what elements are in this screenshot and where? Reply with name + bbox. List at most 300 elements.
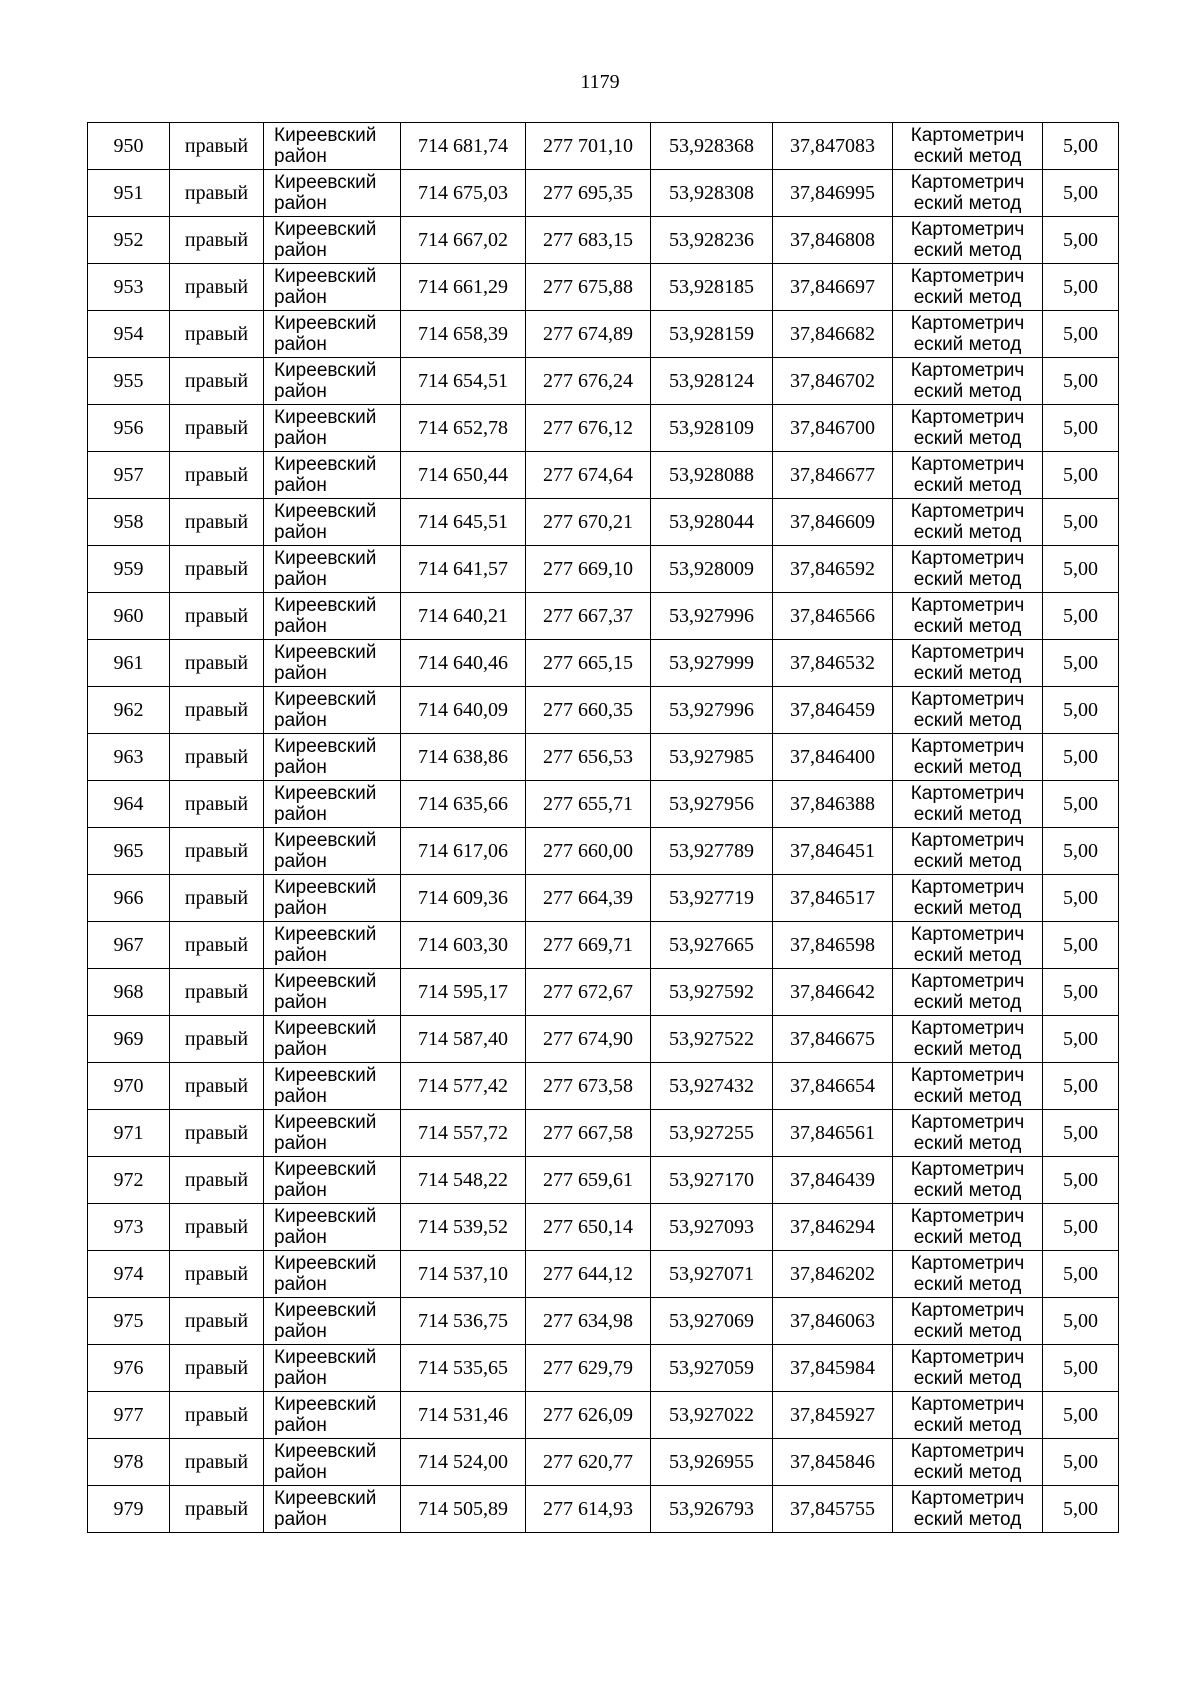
point-number-cell: 952 <box>88 217 170 264</box>
district-cell-line: Киреевский <box>274 1441 377 1462</box>
y-coordinate-cell: 277 660,35 <box>526 687 651 734</box>
method-cell <box>893 1345 1043 1392</box>
method-cell-line: еский метод <box>913 663 1022 684</box>
district-cell-line: район <box>274 569 327 590</box>
x-coordinate-cell: 714 650,44 <box>401 452 526 499</box>
district-cell-line: Киреевский <box>274 689 377 710</box>
method-cell <box>893 1486 1043 1533</box>
method-cell-line: еский метод <box>913 1274 1022 1295</box>
x-coordinate-cell: 714 640,09 <box>401 687 526 734</box>
method-cell-line: еский метод <box>913 757 1022 778</box>
side-cell: правый <box>170 264 264 311</box>
district-cell-line: район <box>274 1415 327 1436</box>
longitude-cell: 37,846675 <box>773 1016 893 1063</box>
y-coordinate-cell: 277 675,88 <box>526 264 651 311</box>
y-coordinate-cell: 277 674,90 <box>526 1016 651 1063</box>
method-cell-line: еский метод <box>913 193 1022 214</box>
method-cell <box>893 499 1043 546</box>
method-cell <box>893 593 1043 640</box>
point-number-cell: 963 <box>88 734 170 781</box>
table-row <box>88 1298 1119 1345</box>
district-cell-line: Киреевский <box>274 971 377 992</box>
method-cell <box>893 217 1043 264</box>
district-cell-line: район <box>274 851 327 872</box>
point-number-cell: 959 <box>88 546 170 593</box>
table-row <box>88 969 1119 1016</box>
latitude-cell: 53,928236 <box>651 217 773 264</box>
y-coordinate-cell: 277 655,71 <box>526 781 651 828</box>
point-number-cell: 977 <box>88 1392 170 1439</box>
method-cell-line: еский метод <box>913 992 1022 1013</box>
table-row <box>88 358 1119 405</box>
precision-cell: 5,00 <box>1043 1063 1119 1110</box>
side-cell: правый <box>170 123 264 170</box>
table-row <box>88 452 1119 499</box>
y-coordinate-cell: 277 629,79 <box>526 1345 651 1392</box>
latitude-cell: 53,928159 <box>651 311 773 358</box>
method-cell <box>893 1251 1043 1298</box>
precision-cell: 5,00 <box>1043 452 1119 499</box>
district-cell <box>264 1345 401 1392</box>
district-cell-line: район <box>274 146 327 167</box>
y-coordinate-cell: 277 659,61 <box>526 1157 651 1204</box>
district-cell-line: район <box>274 1462 327 1483</box>
method-cell <box>893 1392 1043 1439</box>
method-cell-line: еский метод <box>913 334 1022 355</box>
method-cell-line: Картометрич <box>910 1065 1025 1086</box>
district-cell-line: Киреевский <box>274 642 377 663</box>
method-cell <box>893 311 1043 358</box>
point-number-cell: 958 <box>88 499 170 546</box>
x-coordinate-cell: 714 539,52 <box>401 1204 526 1251</box>
table-row <box>88 1110 1119 1157</box>
point-number-cell: 971 <box>88 1110 170 1157</box>
x-coordinate-cell: 714 531,46 <box>401 1392 526 1439</box>
point-number-cell: 950 <box>88 123 170 170</box>
method-cell-line: Картометрич <box>910 689 1025 710</box>
method-cell-line: еский метод <box>913 240 1022 261</box>
latitude-cell: 53,928009 <box>651 546 773 593</box>
longitude-cell: 37,846808 <box>773 217 893 264</box>
y-coordinate-cell: 277 676,12 <box>526 405 651 452</box>
district-cell-line: Киреевский <box>274 1018 377 1039</box>
method-cell-line: еский метод <box>913 616 1022 637</box>
district-cell-line: Киреевский <box>274 1253 377 1274</box>
method-cell-line: Картометрич <box>910 501 1025 522</box>
district-cell <box>264 217 401 264</box>
district-cell-line: Киреевский <box>274 407 377 428</box>
x-coordinate-cell: 714 658,39 <box>401 311 526 358</box>
table-row <box>88 546 1119 593</box>
precision-cell: 5,00 <box>1043 1345 1119 1392</box>
precision-cell: 5,00 <box>1043 1110 1119 1157</box>
latitude-cell: 53,927789 <box>651 828 773 875</box>
table-row <box>88 781 1119 828</box>
side-cell: правый <box>170 922 264 969</box>
method-cell-line: еский метод <box>913 851 1022 872</box>
method-cell-line: Картометрич <box>910 125 1025 146</box>
table-row <box>88 593 1119 640</box>
method-cell-line: Картометрич <box>910 1394 1025 1415</box>
precision-cell: 5,00 <box>1043 499 1119 546</box>
latitude-cell: 53,928124 <box>651 358 773 405</box>
precision-cell: 5,00 <box>1043 922 1119 969</box>
precision-cell: 5,00 <box>1043 828 1119 875</box>
longitude-cell: 37,846598 <box>773 922 893 969</box>
x-coordinate-cell: 714 667,02 <box>401 217 526 264</box>
precision-cell: 5,00 <box>1043 640 1119 687</box>
side-cell: правый <box>170 781 264 828</box>
point-number-cell: 962 <box>88 687 170 734</box>
latitude-cell: 53,927255 <box>651 1110 773 1157</box>
district-cell <box>264 499 401 546</box>
x-coordinate-cell: 714 505,89 <box>401 1486 526 1533</box>
table-row <box>88 1063 1119 1110</box>
table-row <box>88 640 1119 687</box>
district-cell-line: Киреевский <box>274 1394 377 1415</box>
side-cell: правый <box>170 452 264 499</box>
precision-cell: 5,00 <box>1043 1298 1119 1345</box>
point-number-cell: 954 <box>88 311 170 358</box>
table-row <box>88 499 1119 546</box>
district-cell-line: район <box>274 898 327 919</box>
latitude-cell: 53,927719 <box>651 875 773 922</box>
district-cell-line: район <box>274 522 327 543</box>
y-coordinate-cell: 277 626,09 <box>526 1392 651 1439</box>
method-cell-line: Картометрич <box>910 924 1025 945</box>
longitude-cell: 37,846202 <box>773 1251 893 1298</box>
district-cell <box>264 1392 401 1439</box>
side-cell: правый <box>170 311 264 358</box>
district-cell-line: Киреевский <box>274 1206 377 1227</box>
latitude-cell: 53,927999 <box>651 640 773 687</box>
table-row <box>88 1251 1119 1298</box>
x-coordinate-cell: 714 577,42 <box>401 1063 526 1110</box>
precision-cell: 5,00 <box>1043 734 1119 781</box>
y-coordinate-cell: 277 669,71 <box>526 922 651 969</box>
coordinates-table <box>87 122 1119 1533</box>
longitude-cell: 37,846995 <box>773 170 893 217</box>
district-cell-line: район <box>274 1274 327 1295</box>
longitude-cell: 37,846063 <box>773 1298 893 1345</box>
longitude-cell: 37,846700 <box>773 405 893 452</box>
method-cell <box>893 1063 1043 1110</box>
page-number: 1179 <box>580 71 620 93</box>
side-cell: правый <box>170 1486 264 1533</box>
district-cell-line: Киреевский <box>274 548 377 569</box>
y-coordinate-cell: 277 672,67 <box>526 969 651 1016</box>
table-row <box>88 217 1119 264</box>
point-number-cell: 967 <box>88 922 170 969</box>
method-cell-line: еский метод <box>913 898 1022 919</box>
longitude-cell: 37,846451 <box>773 828 893 875</box>
latitude-cell: 53,926955 <box>651 1439 773 1486</box>
district-cell-line: Киреевский <box>274 783 377 804</box>
y-coordinate-cell: 277 673,58 <box>526 1063 651 1110</box>
y-coordinate-cell: 277 656,53 <box>526 734 651 781</box>
district-cell-line: район <box>274 428 327 449</box>
precision-cell: 5,00 <box>1043 217 1119 264</box>
district-cell <box>264 640 401 687</box>
district-cell <box>264 687 401 734</box>
method-cell <box>893 546 1043 593</box>
y-coordinate-cell: 277 695,35 <box>526 170 651 217</box>
longitude-cell: 37,846697 <box>773 264 893 311</box>
longitude-cell: 37,845984 <box>773 1345 893 1392</box>
method-cell-line: еский метод <box>913 428 1022 449</box>
method-cell <box>893 781 1043 828</box>
method-cell-line: Картометрич <box>910 783 1025 804</box>
side-cell: правый <box>170 734 264 781</box>
point-number-cell: 976 <box>88 1345 170 1392</box>
point-number-cell: 957 <box>88 452 170 499</box>
method-cell <box>893 1204 1043 1251</box>
coordinates-table-body <box>88 123 1119 1533</box>
table-row <box>88 1204 1119 1251</box>
y-coordinate-cell: 277 650,14 <box>526 1204 651 1251</box>
y-coordinate-cell: 277 634,98 <box>526 1298 651 1345</box>
table-row <box>88 405 1119 452</box>
method-cell <box>893 170 1043 217</box>
table-row <box>88 264 1119 311</box>
district-cell <box>264 593 401 640</box>
point-number-cell: 955 <box>88 358 170 405</box>
side-cell: правый <box>170 499 264 546</box>
precision-cell: 5,00 <box>1043 1016 1119 1063</box>
side-cell: правый <box>170 1204 264 1251</box>
longitude-cell: 37,845927 <box>773 1392 893 1439</box>
district-cell <box>264 781 401 828</box>
method-cell-line: Картометрич <box>910 360 1025 381</box>
table-row <box>88 734 1119 781</box>
method-cell-line: еский метод <box>913 1039 1022 1060</box>
side-cell: правый <box>170 1110 264 1157</box>
latitude-cell: 53,927996 <box>651 593 773 640</box>
table-row <box>88 1157 1119 1204</box>
x-coordinate-cell: 714 638,86 <box>401 734 526 781</box>
district-cell-line: Киреевский <box>274 1488 377 1509</box>
y-coordinate-cell: 277 674,89 <box>526 311 651 358</box>
y-coordinate-cell: 277 667,37 <box>526 593 651 640</box>
district-cell-line: район <box>274 992 327 1013</box>
x-coordinate-cell: 714 617,06 <box>401 828 526 875</box>
y-coordinate-cell: 277 614,93 <box>526 1486 651 1533</box>
longitude-cell: 37,846682 <box>773 311 893 358</box>
side-cell: правый <box>170 593 264 640</box>
district-cell <box>264 546 401 593</box>
table-row <box>88 1345 1119 1392</box>
method-cell-line: еский метод <box>913 1368 1022 1389</box>
side-cell: правый <box>170 546 264 593</box>
method-cell-line: еский метод <box>913 1227 1022 1248</box>
precision-cell: 5,00 <box>1043 1204 1119 1251</box>
method-cell-line: еский метод <box>913 475 1022 496</box>
district-cell-line: район <box>274 804 327 825</box>
district-cell <box>264 452 401 499</box>
longitude-cell: 37,846388 <box>773 781 893 828</box>
method-cell-line: Картометрич <box>910 736 1025 757</box>
x-coordinate-cell: 714 645,51 <box>401 499 526 546</box>
method-cell-line: еский метод <box>913 1180 1022 1201</box>
x-coordinate-cell: 714 537,10 <box>401 1251 526 1298</box>
district-cell <box>264 170 401 217</box>
table-row <box>88 170 1119 217</box>
point-number-cell: 956 <box>88 405 170 452</box>
side-cell: правый <box>170 1157 264 1204</box>
method-cell-line: Картометрич <box>910 266 1025 287</box>
y-coordinate-cell: 277 644,12 <box>526 1251 651 1298</box>
district-cell-line: район <box>274 1039 327 1060</box>
district-cell-line: Киреевский <box>274 924 377 945</box>
district-cell-line: Киреевский <box>274 125 377 146</box>
x-coordinate-cell: 714 595,17 <box>401 969 526 1016</box>
latitude-cell: 53,927071 <box>651 1251 773 1298</box>
district-cell-line: Киреевский <box>274 313 377 334</box>
precision-cell: 5,00 <box>1043 358 1119 405</box>
method-cell-line: еский метод <box>913 287 1022 308</box>
y-coordinate-cell: 277 683,15 <box>526 217 651 264</box>
table-row <box>88 1486 1119 1533</box>
district-cell-line: Киреевский <box>274 360 377 381</box>
x-coordinate-cell: 714 654,51 <box>401 358 526 405</box>
method-cell-line: Картометрич <box>910 1206 1025 1227</box>
method-cell-line: Картометрич <box>910 1300 1025 1321</box>
precision-cell: 5,00 <box>1043 546 1119 593</box>
district-cell-line: район <box>274 945 327 966</box>
x-coordinate-cell: 714 524,00 <box>401 1439 526 1486</box>
district-cell-line: район <box>274 1368 327 1389</box>
district-cell <box>264 358 401 405</box>
longitude-cell: 37,846459 <box>773 687 893 734</box>
method-cell <box>893 969 1043 1016</box>
district-cell-line: Киреевский <box>274 1300 377 1321</box>
method-cell <box>893 922 1043 969</box>
district-cell-line: район <box>274 663 327 684</box>
district-cell-line: Киреевский <box>274 266 377 287</box>
point-number-cell: 979 <box>88 1486 170 1533</box>
method-cell-line: еский метод <box>913 1415 1022 1436</box>
point-number-cell: 975 <box>88 1298 170 1345</box>
longitude-cell: 37,846677 <box>773 452 893 499</box>
method-cell <box>893 1110 1043 1157</box>
district-cell-line: район <box>274 1321 327 1342</box>
longitude-cell: 37,846532 <box>773 640 893 687</box>
precision-cell: 5,00 <box>1043 969 1119 1016</box>
y-coordinate-cell: 277 676,24 <box>526 358 651 405</box>
longitude-cell: 37,846609 <box>773 499 893 546</box>
table-row <box>88 922 1119 969</box>
longitude-cell: 37,845755 <box>773 1486 893 1533</box>
latitude-cell: 53,926793 <box>651 1486 773 1533</box>
precision-cell: 5,00 <box>1043 264 1119 311</box>
method-cell-line: еский метод <box>913 804 1022 825</box>
latitude-cell: 53,927069 <box>651 1298 773 1345</box>
table-row <box>88 1439 1119 1486</box>
district-cell <box>264 1251 401 1298</box>
district-cell <box>264 1298 401 1345</box>
method-cell-line: Картометрич <box>910 1347 1025 1368</box>
table-row <box>88 123 1119 170</box>
method-cell-line: Картометрич <box>910 1018 1025 1039</box>
latitude-cell: 53,927093 <box>651 1204 773 1251</box>
latitude-cell: 53,928044 <box>651 499 773 546</box>
district-cell <box>264 1204 401 1251</box>
point-number-cell: 953 <box>88 264 170 311</box>
district-cell-line: Киреевский <box>274 172 377 193</box>
precision-cell: 5,00 <box>1043 1439 1119 1486</box>
district-cell <box>264 1016 401 1063</box>
district-cell-line: Киреевский <box>274 454 377 475</box>
method-cell <box>893 1157 1043 1204</box>
district-cell-line: Киреевский <box>274 830 377 851</box>
method-cell-line: еский метод <box>913 569 1022 590</box>
method-cell-line: Картометрич <box>910 548 1025 569</box>
method-cell-line: еский метод <box>913 522 1022 543</box>
district-cell <box>264 734 401 781</box>
point-number-cell: 968 <box>88 969 170 1016</box>
table-row <box>88 311 1119 358</box>
x-coordinate-cell: 714 641,57 <box>401 546 526 593</box>
district-cell-line: район <box>274 710 327 731</box>
longitude-cell: 37,846642 <box>773 969 893 1016</box>
point-number-cell: 973 <box>88 1204 170 1251</box>
method-cell <box>893 452 1043 499</box>
side-cell: правый <box>170 640 264 687</box>
district-cell-line: Киреевский <box>274 595 377 616</box>
district-cell <box>264 1157 401 1204</box>
method-cell-line: Картометрич <box>910 1159 1025 1180</box>
side-cell: правый <box>170 217 264 264</box>
district-cell-line: Киреевский <box>274 1065 377 1086</box>
point-number-cell: 964 <box>88 781 170 828</box>
method-cell <box>893 1439 1043 1486</box>
latitude-cell: 53,928368 <box>651 123 773 170</box>
precision-cell: 5,00 <box>1043 1392 1119 1439</box>
point-number-cell: 960 <box>88 593 170 640</box>
method-cell-line: Картометрич <box>910 454 1025 475</box>
district-cell <box>264 264 401 311</box>
longitude-cell: 37,846439 <box>773 1157 893 1204</box>
method-cell-line: Картометрич <box>910 877 1025 898</box>
district-cell-line: Киреевский <box>274 1347 377 1368</box>
precision-cell: 5,00 <box>1043 1157 1119 1204</box>
method-cell-line: еский метод <box>913 945 1022 966</box>
longitude-cell: 37,846592 <box>773 546 893 593</box>
precision-cell: 5,00 <box>1043 1486 1119 1533</box>
method-cell <box>893 1016 1043 1063</box>
x-coordinate-cell: 714 681,74 <box>401 123 526 170</box>
point-number-cell: 974 <box>88 1251 170 1298</box>
x-coordinate-cell: 714 640,21 <box>401 593 526 640</box>
method-cell <box>893 1298 1043 1345</box>
y-coordinate-cell: 277 669,10 <box>526 546 651 593</box>
table-row <box>88 875 1119 922</box>
district-cell-line: Киреевский <box>274 1159 377 1180</box>
side-cell: правый <box>170 875 264 922</box>
longitude-cell: 37,846561 <box>773 1110 893 1157</box>
side-cell: правый <box>170 828 264 875</box>
district-cell-line: район <box>274 193 327 214</box>
method-cell-line: еский метод <box>913 1133 1022 1154</box>
method-cell <box>893 640 1043 687</box>
longitude-cell: 37,846654 <box>773 1063 893 1110</box>
district-cell-line: Киреевский <box>274 501 377 522</box>
y-coordinate-cell: 277 667,58 <box>526 1110 651 1157</box>
longitude-cell: 37,846702 <box>773 358 893 405</box>
district-cell <box>264 1110 401 1157</box>
method-cell-line: Картометрич <box>910 971 1025 992</box>
method-cell <box>893 687 1043 734</box>
